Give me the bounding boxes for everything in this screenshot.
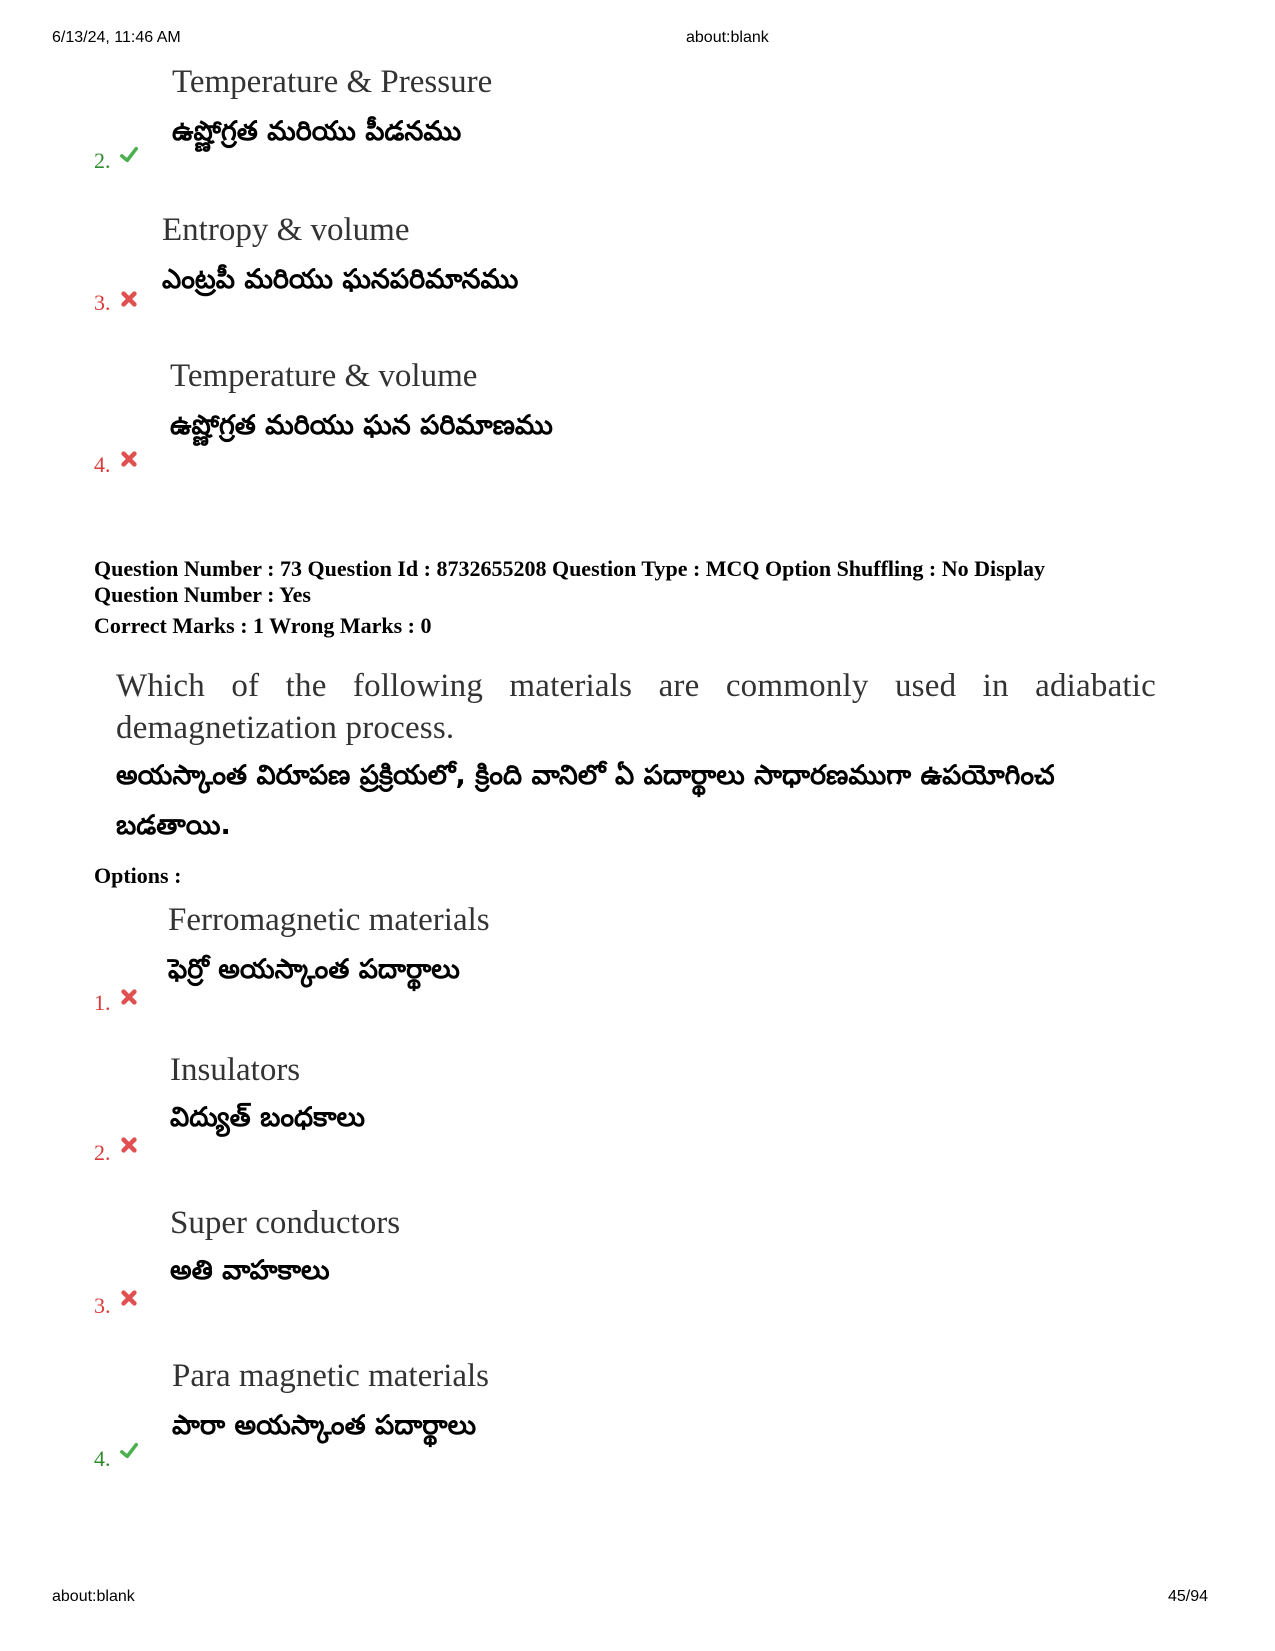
prev-option-4 bbox=[0, 358, 1275, 478]
options-label: Options : bbox=[94, 863, 182, 888]
question-meta: Question Number : 73 Question Id : 8732655208 Question Type : MCQ Option Shuffling : No Display bbox=[94, 556, 1046, 581]
question-text-te: అయస్కాంత విరూపణ ప్రక్రియలో, క్రింది వానిలో ఏ పదార్థాలు సాధారణముగా ఉపయోగించ బడతాయి. bbox=[116, 760, 1055, 841]
print-title: about:blank bbox=[686, 29, 769, 46]
print-datetime: 6/13/24, 11:46 AM bbox=[52, 29, 181, 46]
option-number: 4. bbox=[94, 452, 111, 477]
option-4 bbox=[0, 1358, 1275, 1478]
option-text-en: Temperature & volume bbox=[170, 358, 478, 394]
option-text-en: Super conductors bbox=[170, 1205, 401, 1241]
option-text-te: ఉష్ణోగ్రత మరియు పీడనము bbox=[172, 116, 462, 147]
option-number: 2. bbox=[94, 148, 111, 173]
print-footer-url: about:blank bbox=[52, 1588, 135, 1605]
option-text-te: ఎంట్రపీ మరియు ఘనపరిమానము bbox=[162, 264, 519, 295]
question-marks: Correct Marks : 1 Wrong Marks : 0 bbox=[94, 613, 432, 638]
option-text-te: ఫెర్రో అయస్కాంత పదార్థాలు bbox=[168, 954, 460, 985]
prev-option-2 bbox=[0, 64, 1275, 184]
option-text-te: ఉష్ణోగ్రత మరియు ఘన పరిమాణము bbox=[170, 410, 553, 441]
check-icon bbox=[120, 146, 138, 164]
option-number: 4. bbox=[94, 1446, 111, 1471]
cross-icon bbox=[120, 290, 138, 308]
option-text-en: Insulators bbox=[170, 1052, 301, 1088]
question-meta-continued: Question Number : Yes bbox=[94, 582, 311, 607]
option-1 bbox=[0, 902, 1275, 1022]
option-text-en: Para magnetic materials bbox=[172, 1358, 490, 1394]
option-3 bbox=[0, 1205, 1275, 1325]
option-text-te: పారా అయస్కాంత పదార్థాలు bbox=[172, 1410, 477, 1441]
option-number: 1. bbox=[94, 990, 111, 1015]
cross-icon bbox=[120, 450, 138, 468]
option-text-en: Entropy & volume bbox=[162, 212, 410, 248]
option-number: 2. bbox=[94, 1140, 111, 1165]
question-text-en: Which of the following materials are commonly used in adiabatic demagnetization process. bbox=[116, 668, 1156, 746]
cross-icon bbox=[120, 1136, 138, 1154]
prev-option-3 bbox=[0, 212, 1275, 332]
option-2 bbox=[0, 1052, 1275, 1172]
check-icon bbox=[120, 1442, 138, 1460]
cross-icon bbox=[120, 1289, 138, 1307]
option-text-te: విద్యుత్ బంధకాలు bbox=[170, 1102, 365, 1133]
option-number: 3. bbox=[94, 290, 111, 315]
option-text-en: Temperature & Pressure bbox=[172, 64, 493, 100]
option-text-te: అతి వాహకాలు bbox=[170, 1255, 330, 1286]
cross-icon bbox=[120, 988, 138, 1006]
option-text-en: Ferromagnetic materials bbox=[168, 902, 490, 938]
option-number: 3. bbox=[94, 1293, 111, 1318]
question-body bbox=[116, 665, 1156, 851]
page-number: 45/94 bbox=[1168, 1588, 1209, 1605]
